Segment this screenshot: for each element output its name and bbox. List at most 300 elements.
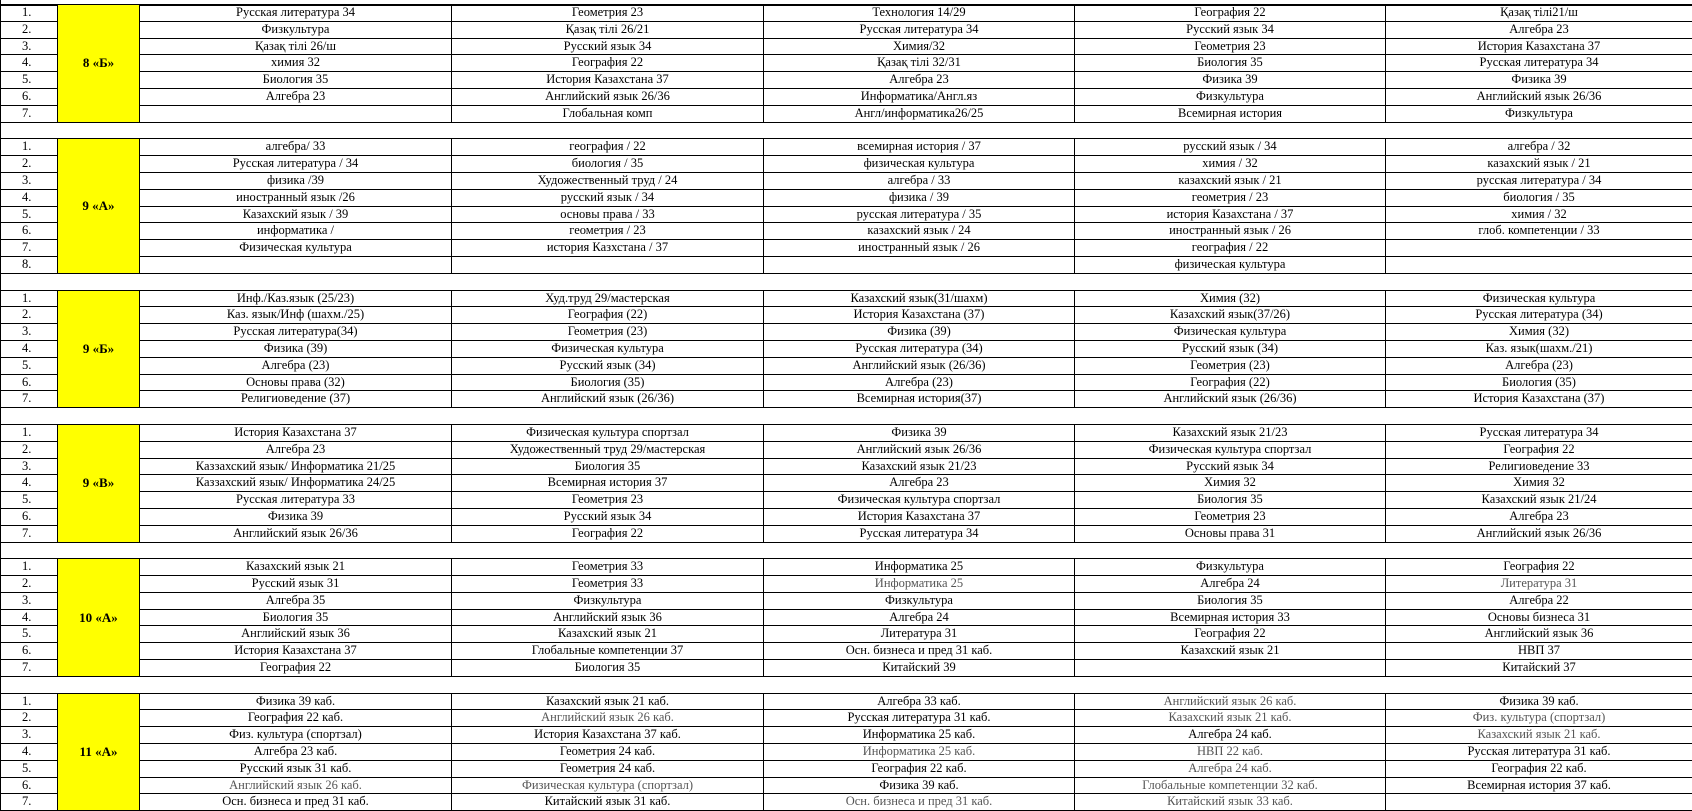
lesson-cell: Китайский 37: [1386, 660, 1692, 677]
lesson-number: 1.: [1, 290, 58, 307]
lesson-cell: География (22): [1075, 374, 1386, 391]
lesson-cell: География (22): [452, 307, 764, 324]
table-row: [1, 609, 1692, 626]
table-row: [1, 21, 1692, 38]
lesson-cell: Глобальные компетенции 37: [452, 643, 764, 660]
lesson-cell: Информатика 25 каб.: [764, 744, 1075, 761]
lesson-number: 2.: [1, 710, 58, 727]
lesson-cell: История Казахстана 37: [452, 72, 764, 89]
lesson-cell: Қазақ тілі 26/21: [452, 21, 764, 38]
lesson-cell: Казахский язык 21: [452, 626, 764, 643]
lesson-cell: Казахский язык / 39: [140, 206, 452, 223]
lesson-cell: Геометрия 24 каб.: [452, 744, 764, 761]
lesson-cell: Художественный труд / 24: [452, 172, 764, 189]
lesson-cell: История Казахстана 37: [1386, 38, 1692, 55]
lesson-cell: Алгебра 24 каб.: [1075, 727, 1386, 744]
lesson-number: 6.: [1, 643, 58, 660]
lesson-cell: Русский язык 34: [452, 508, 764, 525]
lesson-cell: Физ. культура (спортзал): [140, 727, 452, 744]
lesson-cell: География 22: [1075, 5, 1386, 22]
lesson-cell: Литература 31: [764, 626, 1075, 643]
lesson-cell: Русский язык (34): [1075, 340, 1386, 357]
lesson-cell: Химия (32): [1386, 324, 1692, 341]
lesson-cell: Химия 32: [1386, 475, 1692, 492]
lesson-cell: Основы бизнеса 31: [1386, 609, 1692, 626]
lesson-cell: [452, 256, 764, 273]
lesson-cell: Физика 39: [1075, 72, 1386, 89]
lesson-cell: Физика 39 каб.: [764, 777, 1075, 794]
lesson-cell: Физкультура: [140, 21, 452, 38]
lesson-cell: Физика (39): [140, 340, 452, 357]
lesson-number: 1.: [1, 424, 58, 441]
lesson-cell: НВП 22 каб.: [1075, 744, 1386, 761]
lesson-number: 1.: [1, 139, 58, 156]
lesson-number: 7.: [1, 660, 58, 677]
lesson-cell: География 22: [1386, 441, 1692, 458]
lesson-cell: география / 22: [1075, 240, 1386, 257]
lesson-cell: иностранный язык / 26: [764, 240, 1075, 257]
lesson-cell: Русский язык (34): [452, 357, 764, 374]
class-name-cell: 9 «Б»: [58, 290, 140, 408]
lesson-cell: Русский язык 31: [140, 576, 452, 593]
lesson-cell: история Казхстана / 37: [452, 240, 764, 257]
lesson-number: 4.: [1, 55, 58, 72]
class-name-cell: 11 «А»: [58, 693, 140, 811]
lesson-cell: геометрия / 23: [1075, 189, 1386, 206]
lesson-cell: физика /39: [140, 172, 452, 189]
lesson-cell: География 22: [1075, 626, 1386, 643]
class-name-cell: 10 «А»: [58, 559, 140, 677]
lesson-cell: [1386, 256, 1692, 273]
lesson-cell: НВП 37: [1386, 643, 1692, 660]
lesson-cell: История Казахстана 37: [140, 424, 452, 441]
lesson-cell: Китайский язык 31 каб.: [452, 794, 764, 811]
lesson-cell: Английский язык 36: [452, 609, 764, 626]
lesson-cell: Художественный труд 29/мастерская: [452, 441, 764, 458]
lesson-number: 8.: [1, 256, 58, 273]
table-row: [1, 777, 1692, 794]
lesson-cell: Худ.труд 29/мастерская: [452, 290, 764, 307]
lesson-cell: Геометрия 33: [452, 576, 764, 593]
lesson-cell: глоб. компетенции / 33: [1386, 223, 1692, 240]
lesson-cell: Русская литература (34): [1386, 307, 1692, 324]
lesson-cell: Физика 39: [140, 508, 452, 525]
lesson-cell: алгебра/ 33: [140, 139, 452, 156]
lesson-cell: Физкультура: [1075, 88, 1386, 105]
lesson-cell: Физическая культура спортзал: [764, 492, 1075, 509]
lesson-cell: Геометрия 23: [1075, 508, 1386, 525]
lesson-number: 2.: [1, 21, 58, 38]
lesson-cell: иностранный язык / 26: [1075, 223, 1386, 240]
lesson-cell: Русская литература 34: [764, 525, 1075, 542]
lesson-cell: Русская литература 33: [140, 492, 452, 509]
lesson-number: 6.: [1, 374, 58, 391]
lesson-cell: География 22: [452, 525, 764, 542]
lesson-cell: Русская литература 34: [1386, 424, 1692, 441]
table-row: [1, 55, 1692, 72]
lesson-cell: Алгебра 22: [1386, 592, 1692, 609]
lesson-cell: Физическая культура спортзал: [1075, 441, 1386, 458]
table-row: [1, 458, 1692, 475]
lesson-cell: Религиоведение (37): [140, 391, 452, 408]
table-row: [1, 592, 1692, 609]
lesson-cell: Русский язык 34: [1075, 21, 1386, 38]
lesson-number: 7.: [1, 391, 58, 408]
lesson-number: 6.: [1, 88, 58, 105]
lesson-cell: Биология (35): [452, 374, 764, 391]
lesson-number: 3.: [1, 324, 58, 341]
table-row: [1, 760, 1692, 777]
table-row: [1, 643, 1692, 660]
lesson-cell: Алгебра 33 каб.: [764, 693, 1075, 710]
lesson-cell: Основы права (32): [140, 374, 452, 391]
lesson-number: 1.: [1, 559, 58, 576]
lesson-cell: Всемирная история(37): [764, 391, 1075, 408]
lesson-cell: биология / 35: [452, 156, 764, 173]
lesson-cell: [764, 256, 1075, 273]
lesson-cell: Алгебра 23 каб.: [140, 744, 452, 761]
block-spacer: [1, 408, 1692, 425]
lesson-cell: Биология 35: [1075, 592, 1386, 609]
table-row: [1, 441, 1692, 458]
lesson-cell: алгебра / 33: [764, 172, 1075, 189]
table-row: [1, 424, 1692, 441]
lesson-number: 6.: [1, 777, 58, 794]
lesson-cell: Англ/информатика26/25: [764, 105, 1075, 122]
lesson-cell: Геометрия 24 каб.: [452, 760, 764, 777]
lesson-cell: физическая культура: [1075, 256, 1386, 273]
table-row: [1, 307, 1692, 324]
lesson-number: 3.: [1, 458, 58, 475]
lesson-cell: физическая культура: [764, 156, 1075, 173]
lesson-cell: Физкультура: [1075, 559, 1386, 576]
lesson-cell: Физическая культура (спортзал): [452, 777, 764, 794]
lesson-cell: [140, 105, 452, 122]
lesson-cell: Английский язык 26 каб.: [452, 710, 764, 727]
lesson-cell: [140, 256, 452, 273]
lesson-cell: Геометрия 33: [452, 559, 764, 576]
lesson-cell: Английский язык 36: [140, 626, 452, 643]
lesson-number: 5.: [1, 357, 58, 374]
lesson-cell: Алгебра (23): [764, 374, 1075, 391]
lesson-cell: Биология 35: [1075, 492, 1386, 509]
block-spacer: [1, 542, 1692, 559]
lesson-cell: Русский язык 31 каб.: [140, 760, 452, 777]
table-row: [1, 340, 1692, 357]
lesson-cell: История Казахстана (37): [1386, 391, 1692, 408]
lesson-cell: Химия (32): [1075, 290, 1386, 307]
table-row: [1, 559, 1692, 576]
lesson-cell: Русская литература 34: [140, 5, 452, 22]
lesson-cell: География 22 каб.: [764, 760, 1075, 777]
table-row: [1, 660, 1692, 677]
lesson-cell: Казахский язык(31/шахм): [764, 290, 1075, 307]
lesson-cell: Китайский язык 33 каб.: [1075, 794, 1386, 811]
lesson-cell: Английский язык 26/36: [140, 525, 452, 542]
lesson-cell: Английский язык 26/36: [1386, 525, 1692, 542]
lesson-cell: Алгебра 23: [764, 475, 1075, 492]
table-row: [1, 744, 1692, 761]
lesson-cell: Английский язык (26/36): [764, 357, 1075, 374]
lesson-cell: Осн. бизнеса и пред 31 каб.: [764, 794, 1075, 811]
lesson-cell: Религиоведение 33: [1386, 458, 1692, 475]
lesson-cell: Химия/32: [764, 38, 1075, 55]
lesson-cell: химия / 32: [1075, 156, 1386, 173]
lesson-cell: Осн. бизнеса и пред 31 каб.: [764, 643, 1075, 660]
lesson-number: 3.: [1, 38, 58, 55]
lesson-cell: география / 22: [452, 139, 764, 156]
lesson-cell: Қазақ тілі 32/31: [764, 55, 1075, 72]
lesson-cell: История Казахстана 37: [140, 643, 452, 660]
lesson-cell: Информатика 25 каб.: [764, 727, 1075, 744]
table-row: [1, 139, 1692, 156]
lesson-number: 3.: [1, 727, 58, 744]
lesson-cell: [1386, 794, 1692, 811]
lesson-number: 7.: [1, 240, 58, 257]
table-row: [1, 189, 1692, 206]
table-row: [1, 172, 1692, 189]
block-spacer: [1, 676, 1692, 693]
lesson-number: 4.: [1, 340, 58, 357]
lesson-cell: История Казахстана 37 каб.: [452, 727, 764, 744]
lesson-cell: казахский язык / 21: [1075, 172, 1386, 189]
lesson-cell: Биология 35: [452, 458, 764, 475]
lesson-cell: Физика 39: [764, 424, 1075, 441]
lesson-cell: Алгебра 23: [1386, 508, 1692, 525]
lesson-cell: Казахский язык 21/23: [764, 458, 1075, 475]
lesson-cell: Алгебра 23: [764, 72, 1075, 89]
lesson-cell: Алгебра 24: [1075, 576, 1386, 593]
lesson-number: 5.: [1, 206, 58, 223]
table-row: [1, 475, 1692, 492]
lesson-cell: Қазақ тілі21/ш: [1386, 5, 1692, 22]
lesson-cell: Осн. бизнеса и пред 31 каб.: [140, 794, 452, 811]
lesson-cell: Всемирная история 37: [452, 475, 764, 492]
table-row: [1, 357, 1692, 374]
lesson-number: 7.: [1, 794, 58, 811]
lesson-number: 1.: [1, 5, 58, 22]
lesson-cell: Казахский язык 21: [140, 559, 452, 576]
lesson-cell: Алгебра (23): [1386, 357, 1692, 374]
table-row: [1, 576, 1692, 593]
lesson-cell: География 22: [1386, 559, 1692, 576]
table-row: [1, 374, 1692, 391]
lesson-cell: основы права / 33: [452, 206, 764, 223]
lesson-number: 7.: [1, 525, 58, 542]
table-row: [1, 206, 1692, 223]
lesson-cell: История Казахстана (37): [764, 307, 1075, 324]
lesson-cell: русский язык / 34: [452, 189, 764, 206]
lesson-number: 6.: [1, 223, 58, 240]
lesson-cell: русская литература / 35: [764, 206, 1075, 223]
lesson-number: 6.: [1, 508, 58, 525]
lesson-cell: Всемирная история: [1075, 105, 1386, 122]
lesson-cell: геометрия / 23: [452, 223, 764, 240]
lesson-cell: Глобальные компетенции 32 каб.: [1075, 777, 1386, 794]
lesson-cell: Казахский язык 21/23: [1075, 424, 1386, 441]
block-spacer: [1, 122, 1692, 139]
lesson-cell: иностранный язык /26: [140, 189, 452, 206]
lesson-cell: Русская литература 31 каб.: [764, 710, 1075, 727]
table-row: [1, 72, 1692, 89]
lesson-cell: Физ. культура (спортзал): [1386, 710, 1692, 727]
lesson-cell: Казахский язык 21/24: [1386, 492, 1692, 509]
lesson-cell: Каз. язык/Инф (шахм./25): [140, 307, 452, 324]
lesson-number: 4.: [1, 189, 58, 206]
lesson-cell: Химия 32: [1075, 475, 1386, 492]
lesson-cell: Алгебра 23: [1386, 21, 1692, 38]
lesson-cell: информатика /: [140, 223, 452, 240]
lesson-cell: Биология 35: [452, 660, 764, 677]
lesson-number: 2.: [1, 441, 58, 458]
lesson-cell: Основы права 31: [1075, 525, 1386, 542]
lesson-cell: География 22 каб.: [1386, 760, 1692, 777]
lesson-cell: Геометрия 23: [452, 5, 764, 22]
lesson-cell: Глобальная комп: [452, 105, 764, 122]
lesson-cell: Английский язык 26/36: [764, 441, 1075, 458]
lesson-number: 3.: [1, 592, 58, 609]
lesson-cell: Русская литература 34: [764, 21, 1075, 38]
lesson-cell: алгебра / 32: [1386, 139, 1692, 156]
lesson-cell: География 22: [452, 55, 764, 72]
lesson-cell: химия / 32: [1386, 206, 1692, 223]
lesson-cell: казахский язык / 21: [1386, 156, 1692, 173]
lesson-cell: Русская литература / 34: [140, 156, 452, 173]
lesson-cell: Казахский язык 21 каб.: [452, 693, 764, 710]
lesson-cell: Физкультура: [452, 592, 764, 609]
lesson-cell: Физика 39 каб.: [140, 693, 452, 710]
table-row: [1, 105, 1692, 122]
lesson-cell: Каз. язык(шахм./21): [1386, 340, 1692, 357]
table-row: [1, 525, 1692, 542]
lesson-cell: физика / 39: [764, 189, 1075, 206]
lesson-cell: Русский язык 34: [1075, 458, 1386, 475]
lesson-cell: Биология 35: [140, 609, 452, 626]
lesson-cell: География 22 каб.: [140, 710, 452, 727]
table-row: [1, 492, 1692, 509]
lesson-cell: Қазақ тілі 26/ш: [140, 38, 452, 55]
lesson-number: 3.: [1, 172, 58, 189]
lesson-cell: Английский язык (26/36): [452, 391, 764, 408]
table-row: [1, 794, 1692, 811]
lesson-cell: Всемирная история 33: [1075, 609, 1386, 626]
lesson-number: 1.: [1, 693, 58, 710]
lesson-cell: Литература 31: [1386, 576, 1692, 593]
lesson-cell: [1075, 660, 1386, 677]
table-row: [1, 727, 1692, 744]
table-row: [1, 240, 1692, 257]
lesson-cell: биология / 35: [1386, 189, 1692, 206]
lesson-number: 2.: [1, 156, 58, 173]
lesson-cell: русская литература / 34: [1386, 172, 1692, 189]
lesson-number: 7.: [1, 105, 58, 122]
lesson-cell: Казахский язык 21 каб.: [1386, 727, 1692, 744]
lesson-cell: История Казахстана 37: [764, 508, 1075, 525]
lesson-cell: Английский язык 26/36: [452, 88, 764, 105]
lesson-cell: Алгебра (23): [140, 357, 452, 374]
lesson-cell: Русская литература 31 каб.: [1386, 744, 1692, 761]
lesson-cell: Физическая культура: [1075, 324, 1386, 341]
lesson-cell: Алгебра 23: [140, 441, 452, 458]
lesson-cell: Физика 39: [1386, 72, 1692, 89]
lesson-cell: всемирная история / 37: [764, 139, 1075, 156]
lesson-number: 2.: [1, 307, 58, 324]
lesson-cell: русский язык / 34: [1075, 139, 1386, 156]
lesson-cell: Казахский язык 21: [1075, 643, 1386, 660]
lesson-cell: Английский язык 26 каб.: [1075, 693, 1386, 710]
table-row: [1, 710, 1692, 727]
lesson-cell: Информатика 25: [764, 576, 1075, 593]
lesson-cell: Русский язык 34: [452, 38, 764, 55]
lesson-cell: Физическая культура: [452, 340, 764, 357]
lesson-number: 2.: [1, 576, 58, 593]
lesson-number: 4.: [1, 609, 58, 626]
lesson-cell: Биология (35): [1386, 374, 1692, 391]
lesson-cell: Геометрия 23: [1075, 38, 1386, 55]
table-row: [1, 508, 1692, 525]
lesson-cell: Геометрия (23): [452, 324, 764, 341]
lesson-cell: Биология 35: [1075, 55, 1386, 72]
lesson-cell: Каззахский язык/ Информатика 21/25: [140, 458, 452, 475]
lesson-cell: Геометрия 23: [452, 492, 764, 509]
lesson-cell: Алгебра 23: [140, 88, 452, 105]
table-row: [1, 223, 1692, 240]
lesson-cell: казахский язык / 24: [764, 223, 1075, 240]
lesson-cell: Физкультура: [1386, 105, 1692, 122]
class-name-cell: 9 «А»: [58, 139, 140, 273]
lesson-cell: Физическая культура спортзал: [452, 424, 764, 441]
table-row: [1, 5, 1692, 22]
lesson-cell: Геометрия (23): [1075, 357, 1386, 374]
lesson-number: 5.: [1, 760, 58, 777]
lesson-cell: Биология 35: [140, 72, 452, 89]
lesson-cell: Информатика/Англ.яз: [764, 88, 1075, 105]
lesson-cell: Информатика 25: [764, 559, 1075, 576]
lesson-number: 4.: [1, 475, 58, 492]
lesson-cell: история Казахстана / 37: [1075, 206, 1386, 223]
lesson-number: 5.: [1, 492, 58, 509]
table-row: [1, 324, 1692, 341]
class-name-cell: 9 «В»: [58, 424, 140, 542]
lesson-cell: География 22: [140, 660, 452, 677]
lesson-cell: Всемирная история 37 каб.: [1386, 777, 1692, 794]
lesson-cell: Физкультура: [764, 592, 1075, 609]
lesson-cell: Физика (39): [764, 324, 1075, 341]
table-row: [1, 256, 1692, 273]
lesson-cell: Физика 39 каб.: [1386, 693, 1692, 710]
lesson-cell: Русская литература (34): [764, 340, 1075, 357]
lesson-cell: Русская литература 34: [1386, 55, 1692, 72]
lesson-number: 4.: [1, 744, 58, 761]
lesson-cell: Казахский язык(37/26): [1075, 307, 1386, 324]
table-row: [1, 693, 1692, 710]
lesson-cell: Русская литература(34): [140, 324, 452, 341]
lesson-cell: Алгебра 24 каб.: [1075, 760, 1386, 777]
lesson-number: 5.: [1, 626, 58, 643]
lesson-cell: Технология 14/29: [764, 5, 1075, 22]
lesson-cell: Китайский 39: [764, 660, 1075, 677]
table-row: [1, 156, 1692, 173]
lesson-cell: Английский язык 36: [1386, 626, 1692, 643]
table-row: [1, 38, 1692, 55]
lesson-cell: химия 32: [140, 55, 452, 72]
lesson-cell: Английский язык (26/36): [1075, 391, 1386, 408]
lesson-cell: Алгебра 24: [764, 609, 1075, 626]
lesson-number: 5.: [1, 72, 58, 89]
lesson-cell: [1386, 240, 1692, 257]
table-row: [1, 391, 1692, 408]
table-row: [1, 88, 1692, 105]
